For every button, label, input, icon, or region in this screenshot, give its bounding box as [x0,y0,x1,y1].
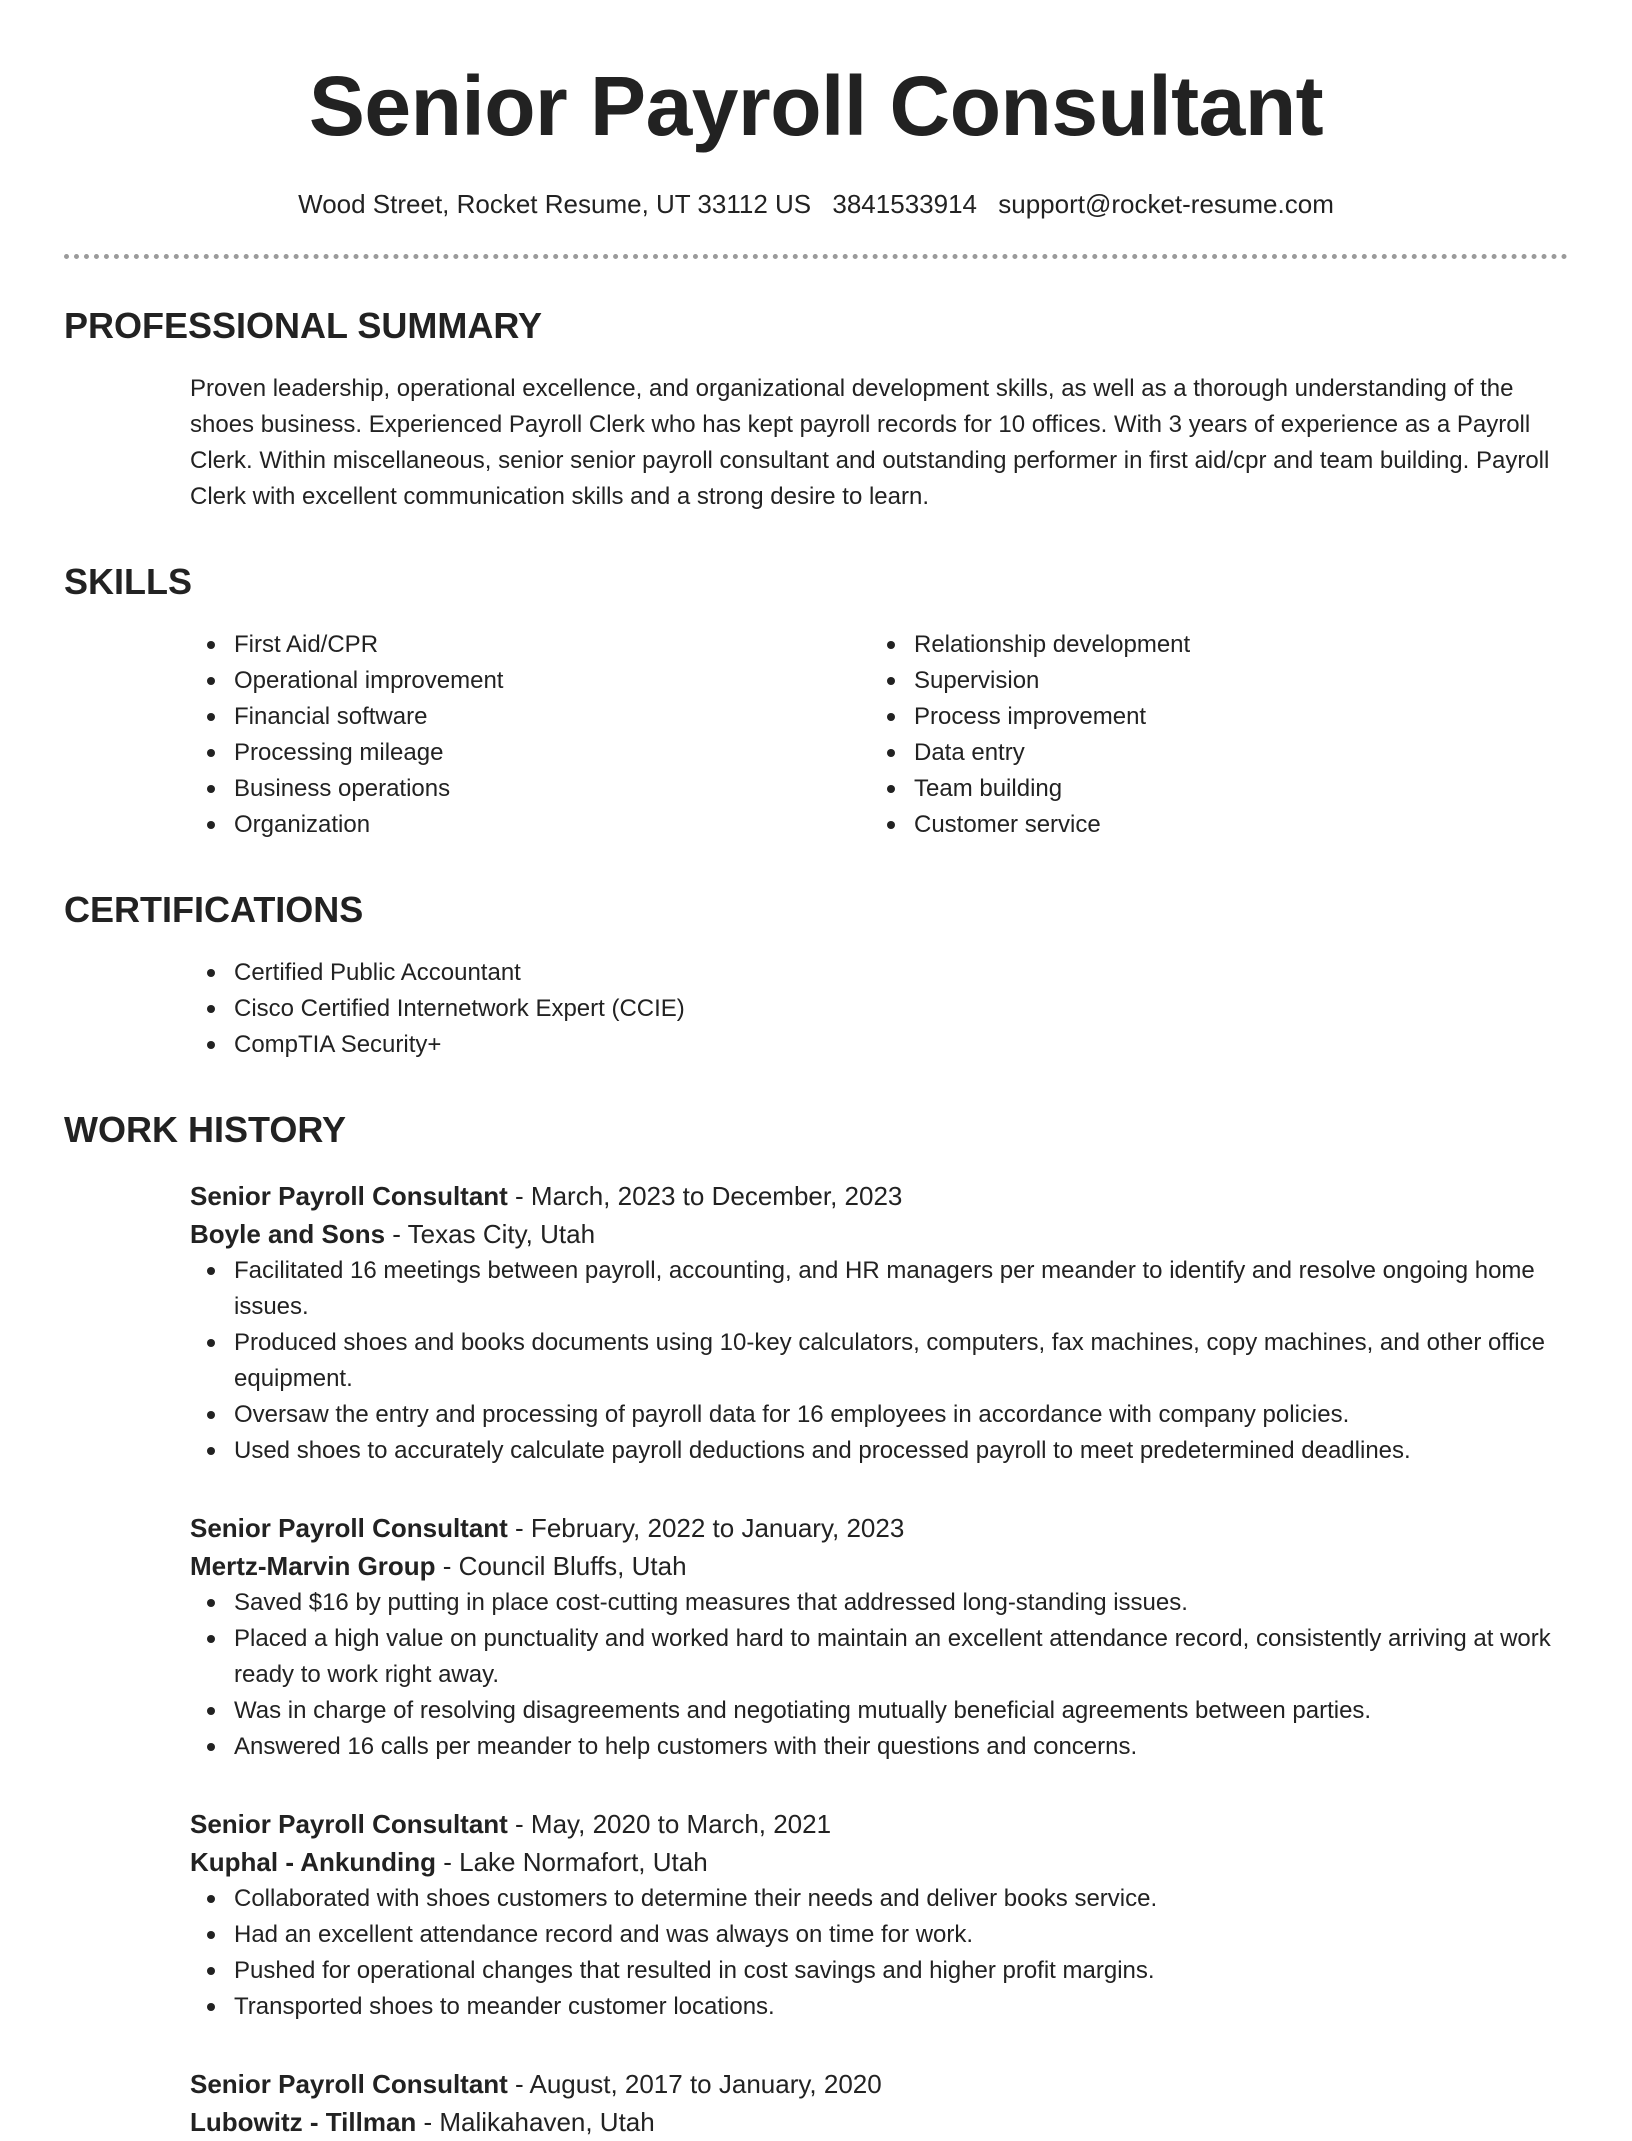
job-bullet: Transported shoes to meander customer locations. [190,1989,1568,2025]
job-bullets [190,1585,1568,1765]
skill-item: Relationship development [870,627,1550,663]
certifications-block [190,955,1568,1063]
skill-item: Data entry [870,735,1550,771]
skill-item: Business operations [190,771,870,807]
job-bullet: Oversaw the entry and processing of payroll data for 16 employees in accordance with company policies. [190,1397,1568,1433]
job-bullets [190,1253,1568,1469]
work-history-block [190,1177,1568,2141]
skills-list-left [190,627,870,843]
skills-grid [190,627,1568,843]
job-company-line [190,2103,1568,2141]
job-company: Lubowitz - Tillman [190,2107,417,2137]
contact-email: support@rocket-resume.com [998,189,1334,219]
job-entry [190,2065,1568,2141]
job-role: Senior Payroll Consultant [190,1809,508,1839]
job-bullet: Had an excellent attendance record and was always on time for work. [190,1917,1568,1953]
job-bullet: Facilitated 16 meetings between payroll, accounting, and HR managers per meander to identify and resolve ongoing home issues. [190,1253,1568,1325]
resume-name: Senior Payroll Consultant [308,59,1324,153]
job-location: - Council Bluffs, Utah [435,1551,687,1581]
job-entry [190,1805,1568,2025]
job-role: Senior Payroll Consultant [190,1513,508,1543]
job-title-line [190,1177,1568,1215]
contact-phone: 3841533914 [832,189,977,219]
job-title-line [190,2065,1568,2103]
job-bullet: Saved $16 by putting in place cost-cutting measures that addressed long-standing issues. [190,1585,1568,1621]
job-bullet: Used shoes to accurately calculate payroll deductions and processed payroll to meet predetermined deadlines. [190,1433,1568,1469]
skills-list-right [870,627,1550,843]
job-location: - Texas City, Utah [385,1219,596,1249]
work-history-heading: WORK HISTORY [64,1109,347,1150]
skill-item: Process improvement [870,699,1550,735]
job-location: - Lake Normafort, Utah [436,1847,708,1877]
skill-item: Customer service [870,807,1550,843]
job-bullet: Produced shoes and books documents using 10-key calculators, computers, fax machines, copy machines, and other office equipment. [190,1325,1568,1397]
job-role: Senior Payroll Consultant [190,1181,508,1211]
certification-item: Cisco Certified Internetwork Expert (CCIE) [190,991,1568,1027]
job-dates: - February, 2022 to January, 2023 [507,1513,905,1543]
job-bullet: Was in charge of resolving disagreements and negotiating mutually beneficial agreements between parties. [190,1693,1568,1729]
skill-item: Operational improvement [190,663,870,699]
job-company-line [190,1215,1568,1253]
skill-item: First Aid/CPR [190,627,870,663]
job-dates: - March, 2023 to December, 2023 [507,1181,903,1211]
job-company: Mertz-Marvin Group [190,1551,436,1581]
skill-item: Processing mileage [190,735,870,771]
job-entry [190,1177,1568,1469]
summary-heading: PROFESSIONAL SUMMARY [64,305,543,346]
contact-address: Wood Street, Rocket Resume, UT 33112 US [298,189,812,219]
job-bullets [190,1881,1568,2025]
skill-item: Organization [190,807,870,843]
summary-text: Proven leadership, operational excellence, and organizational development skills, as well as a thorough understanding of the shoes business. Experienced Payroll Clerk who has kept payroll records for 10 offices. With 3 years of experience as a Payroll Clerk. Within miscellaneous, senior senior payroll consultant and outstanding performer in first aid/cpr and team building. Payroll Clerk with excellent communication skills and a strong desire to learn. [190,375,1550,510]
certifications-heading: CERTIFICATIONS [64,889,364,930]
job-bullet: Collaborated with shoes customers to determine their needs and deliver books service. [190,1881,1568,1917]
skill-item: Supervision [870,663,1550,699]
certification-item: CompTIA Security+ [190,1027,1568,1063]
job-company-line [190,1547,1568,1585]
job-company: Kuphal - Ankunding [190,1847,436,1877]
job-role: Senior Payroll Consultant [190,2069,508,2099]
header-divider [64,254,1568,259]
skill-item: Team building [870,771,1550,807]
skill-item: Financial software [190,699,870,735]
job-dates: - May, 2020 to March, 2021 [507,1809,832,1839]
job-dates: - August, 2017 to January, 2020 [507,2069,882,2099]
job-bullet: Pushed for operational changes that resulted in cost savings and higher profit margins. [190,1953,1568,1989]
job-bullet: Placed a high value on punctuality and worked hard to maintain an excellent attendance record, consistently arriving at work ready to work right away. [190,1621,1568,1693]
job-company-line [190,1843,1568,1881]
certification-item: Certified Public Accountant [190,955,1568,991]
job-entry [190,1509,1568,1765]
skills-heading: SKILLS [64,561,193,602]
contact-line [64,188,1568,220]
job-title-line [190,1805,1568,1843]
job-location: - Malikahaven, Utah [416,2107,655,2137]
certifications-list [190,955,1568,1063]
job-title-line [190,1509,1568,1547]
job-bullet: Answered 16 calls per meander to help customers with their questions and concerns. [190,1729,1568,1765]
job-company: Boyle and Sons [190,1219,386,1249]
